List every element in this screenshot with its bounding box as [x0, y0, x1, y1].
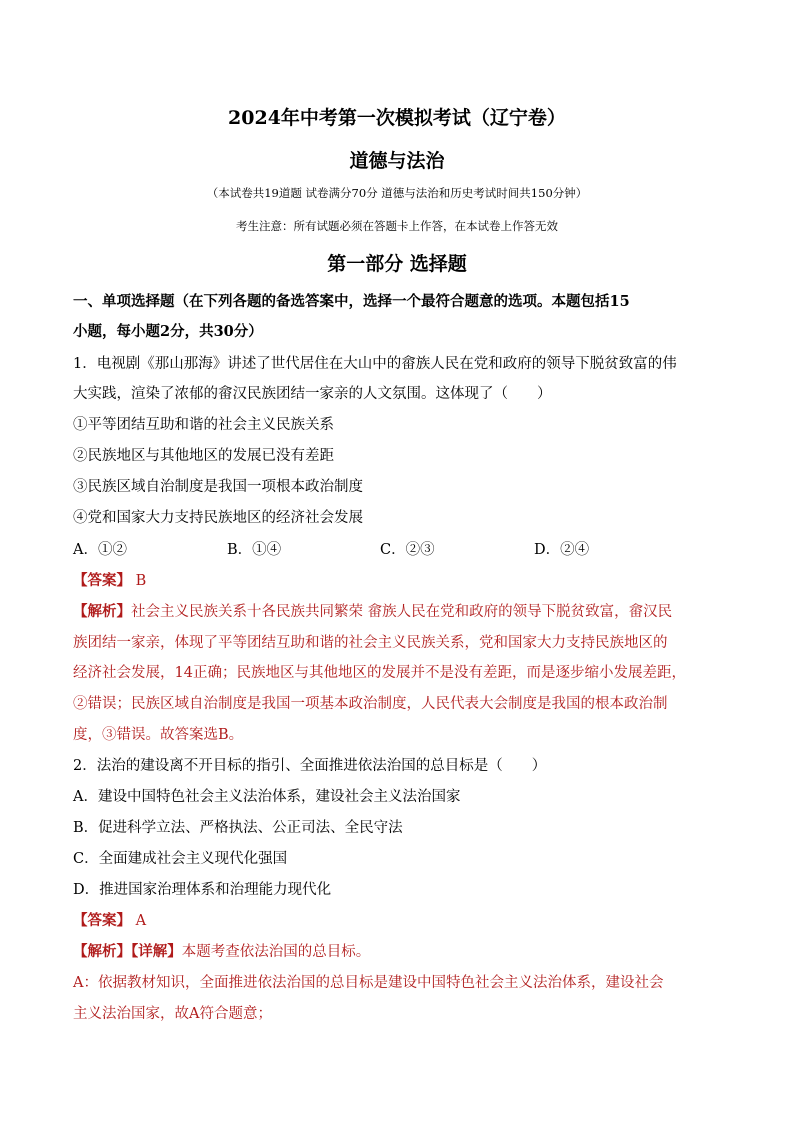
q2-analysis-intro: 本题考查依法治国的总目标。 — [181, 944, 371, 960]
q2-analysis-line1: A：依据教材知识，全面推进依法治国的总目标是建设中国特色社会主义法治体系，建设社会 — [73, 975, 664, 991]
exam-notice: 考生注意：所有试题必须在答题卡上作答，在本试卷上作答无效 — [236, 219, 558, 233]
q2-answer-tag: 【答案】 — [73, 912, 131, 929]
q1-answer-value: B — [135, 573, 147, 589]
q1-stem-line1: 1．电视剧《那山那海》讲述了世代居住在大山中的畲族人民在党和政府的领导下脱贫致富的伟 — [73, 356, 677, 372]
q1-analysis-line4: ②错误；民族区域自治制度是我国一项基本政治制度，人民代表大会制度是我国的根本政治制 — [73, 696, 668, 712]
q1-analysis-line3: 经济社会发展，14正确；民族地区与其他地区的发展并不是没有差距，而是逐步缩小发展差距， — [73, 665, 686, 681]
q2-analysis-tag: 【解析】【详解】 — [73, 943, 182, 960]
q2-option-c: C．全面建成社会主义现代化强国 — [73, 851, 288, 867]
q1-analysis-tag: 【解析】 — [73, 603, 131, 620]
section-heading-line1: 一、单项选择题（在下列各题的备选答案中，选择一个最符合题意的选项。本题包括15 — [73, 293, 630, 310]
q1-analysis-line2: 族团结一家亲，体现了平等团结互助和谐的社会主义民族关系，党和国家大力支持民族地区的 — [73, 635, 668, 651]
q1-item-2: ②民族地区与其他地区的发展已没有差距 — [73, 448, 334, 464]
q1-item-3: ③民族区域自治制度是我国一项根本政治制度 — [73, 479, 363, 495]
q2-option-b: B．促进科学立法、严格执法、公正司法、全民守法 — [73, 820, 403, 836]
q2-option-d: D．推进国家治理体系和治理能力现代化 — [73, 882, 332, 898]
exam-info: （本试卷共19道题 试卷满分70分 道德与法治和历史考试时间共150分钟） — [206, 186, 588, 200]
q2-option-a: A．建设中国特色社会主义法治体系，建设社会主义法治国家 — [73, 789, 461, 805]
subject-title: 道德与法治 — [349, 150, 445, 172]
q2-answer-line — [73, 909, 723, 930]
q1-answer-line — [73, 569, 723, 590]
q2-answer-value: A — [135, 913, 147, 929]
q1-option-d: D．②④ — [534, 542, 590, 558]
section-heading-line2: 小题，每小题2分，共30分） — [73, 323, 263, 340]
q1-option-c: C．②③ — [380, 542, 435, 558]
q1-item-4: ④党和国家大力支持民族地区的经济社会发展 — [73, 510, 363, 526]
q1-option-b: B．①④ — [227, 542, 282, 558]
q2-analysis-line2: 主义法治国家，故A符合题意； — [73, 1006, 272, 1022]
q1-stem-line2: 大实践，渲染了浓郁的畲汉民族团结一家亲的人文氛围。这体现了（ ） — [73, 386, 552, 402]
q2-analysis-line0 — [73, 940, 723, 961]
q2-stem: 2．法治的建设离不开目标的指引、全面推进依法治国的总目标是（ ） — [73, 758, 547, 774]
q1-analysis-line5: 度，③错误。故答案选B。 — [73, 727, 244, 743]
q1-analysis-line1 — [73, 600, 723, 621]
exam-title: 2024年中考第一次模拟考试（辽宁卷） — [228, 107, 566, 129]
q1-answer-tag: 【答案】 — [73, 572, 131, 589]
part-title: 第一部分 选择题 — [327, 253, 467, 275]
q1-option-a: A．①② — [73, 542, 127, 558]
q1-item-1: ①平等团结互助和谐的社会主义民族关系 — [73, 417, 334, 433]
q1-analysis-text1: 社会主义民族关系十各民族共同繁荣 畲族人民在党和政府的领导下脱贫致富，畲汉民 — [131, 604, 673, 620]
